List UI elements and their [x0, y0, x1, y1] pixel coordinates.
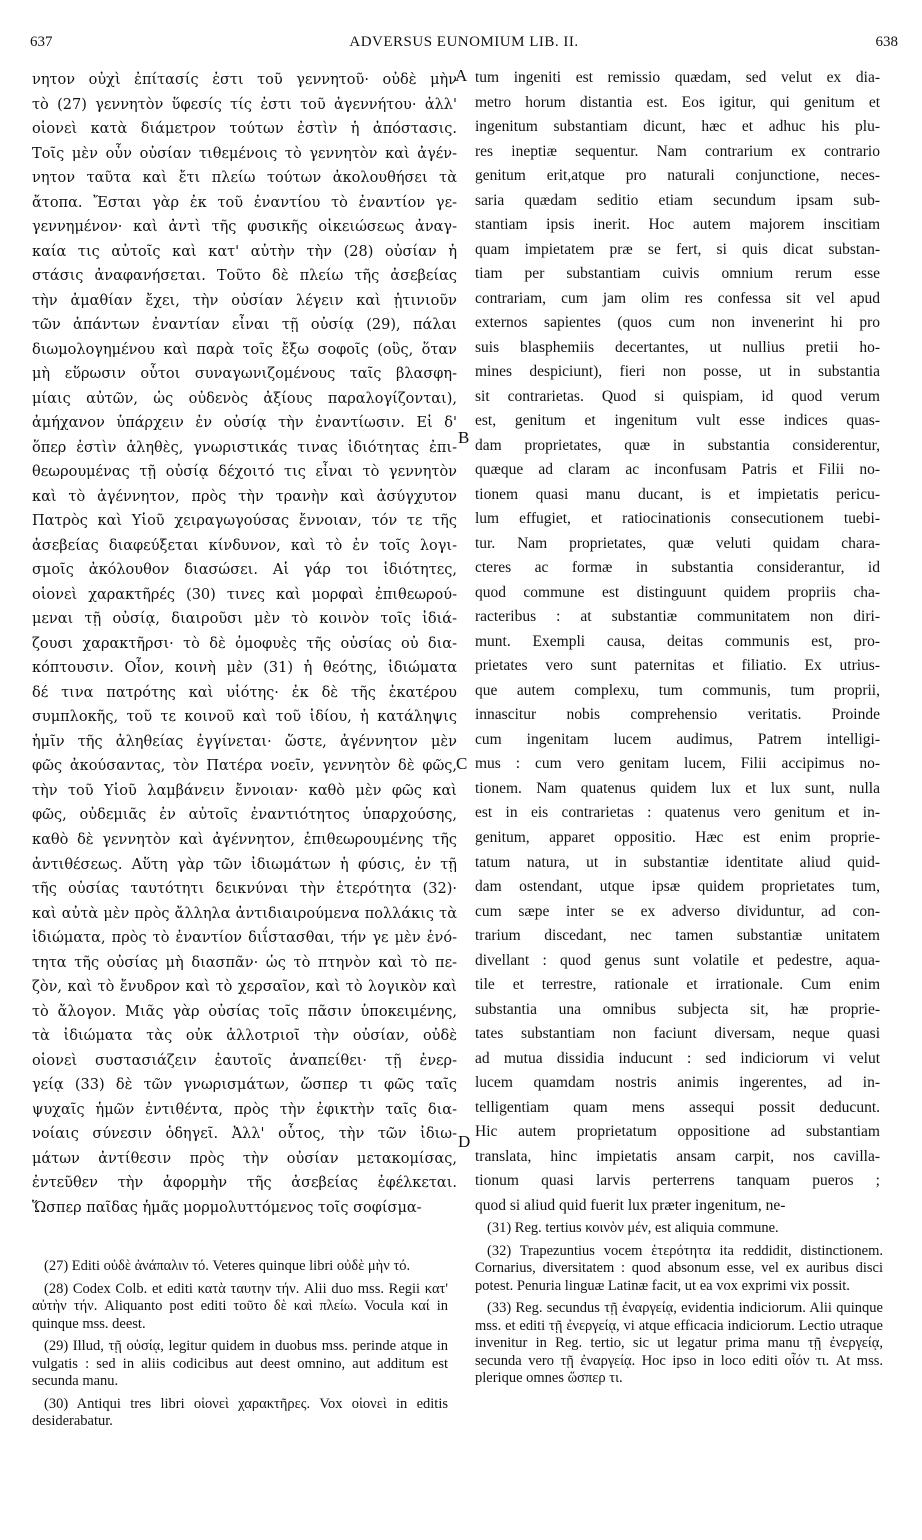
- greek-text-line: νητον οὐχὶ ἐπίτασίς ἐστι τοῦ γεννητοῦ· οὐδὲ μὴν: [32, 72, 457, 88]
- greek-text-line: μίαις αὐτῶν, ὡς οὐδενὸς ἀξίους παραλογίζονται),: [32, 390, 457, 407]
- greek-text-line: ἐντεῦθεν τὴν ἀφορμὴν τῆς ἀσεβείας ἐφέλκεται.: [32, 1175, 457, 1192]
- greek-text-line: τὸ (27) γεννητὸν ὕφεσίς τίς ἐστι τοῦ ἀγεννήτου· ἀλλ': [32, 96, 457, 113]
- latin-text-line: tionem quasi manu ducant, is et impietatis pericu-: [475, 485, 880, 503]
- greek-text-line: οἱονεὶ κατὰ διάμετρον τούτων ἐστὶν ἡ ἀπόστασις.: [32, 121, 457, 138]
- latin-text-line: trarium discedant, nec tamen substantiæ unitatem: [475, 927, 880, 945]
- latin-text-line: quod commune est distinguunt quidem propriis cha-: [475, 583, 880, 601]
- greek-text-line: ζὸν, καὶ τὸ ἔνυδρον καὶ τὸ χερσαῖον, καὶ τὸ λογικὸν καὶ: [32, 979, 457, 996]
- greek-text-line: τὴν ἀμαθίαν ἔχει, τὴν οὐσίαν λέγειν καὶ ᾑτινιοῦν: [32, 292, 457, 309]
- latin-text-line: tur. Nam proprietates, quæ veluti quidam chara-: [475, 534, 880, 552]
- greek-text-line: τὰ ἰδιώματα τὰς οὐκ ἀλλοτριοῖ τὴν οὐσίαν, οὐδὲ: [32, 1028, 457, 1045]
- greek-text-line: φῶς ἀκούσαντας, τὸν Πατέρα νοεῖν, γεννητὸν δὲ φῶς,: [32, 758, 457, 775]
- greek-text-line: οἱονεὶ συστασιάζειν ἑαυτοῖς ἀναπείθει· τῇ ἐνερ-: [32, 1052, 457, 1069]
- latin-text-line: tionem. Nam quatenus quidem lux et lux sunt, nulla: [475, 779, 880, 797]
- greek-text-line: τῶν ἁπάντων ἐναντίαν εἶναι τῇ οὐσίᾳ (29), πάλαι: [32, 317, 457, 334]
- greek-text-line: δέ τινα πατρότης καὶ υἱότης· ἐκ δὲ τῆς ἑκατέρου: [32, 684, 457, 701]
- greek-text-line: καθὸ δὲ γεννητὸν καὶ ἀγέννητον, ἐπιθεωρουμένης τῆς: [32, 831, 457, 848]
- greek-text-line: ἀσεβείας διαφεύξεται κίνδυνον, καὶ τὸ ἐν τοῖς λογι-: [32, 537, 457, 554]
- latin-text-line: mines despiciunt), fieri non posse, ut in substantia: [475, 363, 880, 381]
- latin-text-line: cteres ac formæ in substantia considerantur, id: [475, 559, 880, 577]
- latin-text-column: [475, 66, 880, 1218]
- latin-text-line: mus : cum vero genitam lucem, Filii accipimus no-: [475, 755, 880, 773]
- latin-text-line: dam ostendant, utque ipsæ quidem proprietates tum,: [475, 878, 880, 896]
- greek-text-line: μὴ εὕρωσιν οὗτοι συναγωνιζομένους ταῖς βλασφη-: [32, 366, 457, 383]
- greek-text-line: στάσις ἀναφανήσεται. Τοῦτο δὲ πλείω τῆς ἀσεβείας: [32, 268, 457, 285]
- greek-text-line: ἀντιθέσεως. Αὕτη γὰρ τῶν ἰδιωμάτων ἡ φύσις, ἐν τῇ: [32, 856, 457, 873]
- latin-text-line: tum ingeniti est remissio quædam, sed velut ex dia-: [475, 69, 880, 86]
- greek-text-line: φῶς, οὐδεμιᾶς ἐν αὐτοῖς ἐναντιότητος ὑπαρχούσης,: [32, 807, 457, 824]
- latin-text-line: racteribus : at substantiæ communitatem non diri-: [475, 608, 880, 626]
- greek-text-line: σμοῖς ἀκόλουθον διασώσει. Αἱ γάρ τοι ἰδιότητες,: [32, 562, 457, 579]
- latin-text-line: telligentiam quam mens assequi possit deducunt.: [475, 1098, 880, 1116]
- greek-text-line: τητα τῆς οὐσίας μὴ διασπᾶν· ὡς τὸ πτηνὸν καὶ τὸ πε-: [32, 954, 457, 971]
- greek-text-line: ἄτοπα. Ἔσται γὰρ ἐκ τοῦ ἐναντίου τὸ ἐναντίον γε-: [32, 194, 457, 211]
- greek-text-column: [32, 68, 457, 1220]
- footnote: (27) Editi οὐδὲ ἀνάπαλιν τό. Veteres quinque libri οὐδὲ μὴν τό.: [44, 1258, 411, 1274]
- latin-text-line: stantiam ipsis inerit. Hoc autem majorem inscitiam: [475, 216, 880, 234]
- latin-text-line: res ineptiæ sequentur. Nam contrarium ex contrario: [475, 142, 880, 160]
- greek-text-line: ὅπερ ἐστὶν ἀληθὲς, γνωριστικάς τινας ἰδιότητας ἐπι-: [32, 439, 457, 456]
- latin-text-line: est, genitum et ingenitum vult esse indices quas-: [475, 412, 880, 430]
- latin-text-line: translata, hinc impietatis ansam carpit, nos cavilla-: [475, 1147, 880, 1165]
- footnote: (31) Reg. tertius κοινὸν μέν, est aliquia commune.: [487, 1220, 779, 1236]
- footnote: (28) Codex Colb. et editi κατὰ ταυτην τήν. Alii duo mss. Regii κατ' αὐτὴν τήν. Aliquanto post editi τοῦτο δὲ καὶ πλείω. Vocula καί in quinque mss. deest.: [32, 1280, 448, 1332]
- latin-text-line: suis blasphemiis decertantes, ut nullius pretii ho-: [475, 338, 880, 356]
- latin-text-line: est in eis contrarietas : quatenus vero genitum et in-: [475, 804, 880, 822]
- footnote: (29) Illud, τῇ οὐσίᾳ, legitur quidem in duobus mss. perinde atque in vulgatis : sed in aliis codicibus aut deest omnino, aut additum est secunda manu.: [32, 1338, 448, 1389]
- greek-text-line: τῆς οὐσίας ταυτότητι δεικνύναι τὴν ἑτερότητα (32)·: [32, 881, 457, 898]
- latin-text-line: munt. Exempli causa, deitas communis est, pro-: [475, 632, 880, 650]
- greek-text-line: νοίαις σύνεσιν ὁδηγεῖ. Ἀλλ' οὗτος, τὴν τῶν ἰδιω-: [32, 1126, 457, 1143]
- footnotes-right: [475, 1220, 883, 1393]
- footnote: (33) Reg. secundus τῇ ἐναργείᾳ, evidentia indiciorum. Alii quinque mss. et editi τῇ ἐνεργείᾳ, vi atque efficacia indiciorum. Lectio utraque invenitur in Reg. tertio, sic ut legatur prima manu τῇ ἐνεργείᾳ, secunda vero τῇ ἐναργείᾳ. Hoc ipso in loco editi οἷόν τι. At mss. plerique omnes ὥσπερ τι.: [475, 1300, 883, 1386]
- running-title: ADVERSUS EUNOMIUM LIB. II.: [349, 34, 579, 50]
- greek-text-line: καὶ αὐτὰ μὲν πρὸς ἄλληλα ἀντιδιαιρούμενα πολλάκις τὰ: [32, 905, 457, 922]
- latin-text-line: metro horum distantia est. Eos igitur, qui genitum et: [475, 93, 880, 111]
- footnotes-left: [32, 1258, 448, 1436]
- margin-mark-b: B: [458, 428, 470, 447]
- greek-text-line: νητον ταῦτα καὶ ἔτι πλείω τούτων ἀκολουθήσει τὰ: [32, 170, 457, 187]
- latin-text-line: lucem quamdam nostris animis ingerentes, ad in-: [475, 1074, 880, 1092]
- latin-text-line: contrariam, cum jam olim res confessa sit vel apud: [475, 289, 880, 307]
- latin-text-line: prietates vero sunt paternitas et filiatio. Ex utrius-: [475, 657, 880, 675]
- greek-text-line: Ὥσπερ παῖδας ἡμᾶς μορμολυττόμενος τοῖς σοφίσμα-: [32, 1199, 422, 1216]
- greek-text-line: μάτων ἀντίθεσιν πρὸς τὴν οὐσίαν μετακομίσας,: [32, 1150, 457, 1167]
- greek-text-line: καὶ τὸ ἀγέννητον, πρὸς τὴν τρανὴν καὶ ἀσύγχυτον: [32, 488, 457, 505]
- margin-mark-d: D: [458, 1132, 471, 1151]
- greek-text-line: Πατρὸς καὶ Υἱοῦ χειραγωγούσας ἔννοιαν, τόν τε τῆς: [32, 513, 457, 530]
- greek-text-line: οἱονεὶ χαρακτῆρές (30) τινες καὶ μορφαὶ ἐπιθεωρού-: [32, 586, 457, 603]
- latin-text-line: saria quædam seditio etiam secundum ipsam sub-: [475, 191, 880, 209]
- latin-text-line: ingenitum substantiam dicunt, hæc et adhuc his plu-: [475, 118, 880, 136]
- right-page-number: 638: [875, 34, 898, 50]
- greek-text-line: ζουσι χαρακτῆρσι· τὸ δὲ ὁμοφυὲς τῆς οὐσίας οὐ δια-: [32, 635, 457, 652]
- greek-text-line: Τοῖς μὲν οὖν οὐσίαν τιθεμένοις τὸ γεννητὸν καὶ ἀγέν-: [32, 145, 457, 162]
- greek-text-line: ἀμήχανον ὑπάρχειν ἐν οὐσίᾳ τὴν ἐναντίωσιν. Εἰ δ': [32, 415, 457, 432]
- greek-text-line: ἰδιώματα, πρὸς τὸ ἐναντίον διΐστασθαι, τήν γε μὲν ἑνό-: [32, 930, 457, 947]
- latin-text-line: tiam per substantiam cuivis omnium rerum esse: [475, 265, 880, 283]
- greek-text-line: γεννημένον· καὶ ἀντὶ τῆς φυσικῆς οἰκειώσεως ἀναγ-: [32, 219, 457, 236]
- margin-mark-c: C: [456, 754, 468, 773]
- latin-text-line: substantia una omnibus subjecta sit, hæ proprie-: [475, 1000, 880, 1018]
- latin-text-line: quod si aliud quid fuerit lux præter ingenitum, ne-: [475, 1196, 786, 1214]
- latin-text-line: cum sæpe inter se ex adverso dividuntur, ad con-: [475, 902, 880, 920]
- latin-text-line: que autem complexu, tum communis, tum proprii,: [475, 681, 880, 699]
- latin-text-line: divellant : quod genus sunt volatile et pedestre, aqua-: [475, 951, 880, 969]
- greek-text-line: μεναι τῇ οὐσίᾳ, διαιροῦσι μὲν τὸ κοινὸν τοῖς ἰδιά-: [32, 611, 457, 628]
- left-page-number: 637: [30, 34, 53, 50]
- latin-text-line: genitum erit,atque pro naturali conjunctione, neces-: [475, 167, 880, 185]
- greek-text-line: γείᾳ (33) δὲ τῶν γνωρισμάτων, ὥσπερ τι φῶς ταῖς: [32, 1077, 457, 1094]
- running-header: [30, 34, 898, 58]
- footnote: (30) Antiqui tres libri οἱονεὶ χαρακτῆρες. Vox οἱονεὶ in editis desiderabatur.: [32, 1395, 448, 1429]
- latin-text-line: ad mutua dissidia inducunt : sed indiciorum vi velut: [475, 1049, 880, 1067]
- margin-mark-a: A: [455, 66, 468, 85]
- latin-text-line: Hic autem proprietatum oppositione ad substantiam: [475, 1123, 880, 1141]
- greek-text-line: ψυχαῖς ἡμῶν ἐντιθέντα, πρὸς τὴν ἐφικτὴν ταῖς δια-: [32, 1101, 457, 1118]
- greek-text-line: θεωρουμένας τῇ οὐσίᾳ δέχοιτό τις εἶναι τὸ γεννητὸν: [32, 464, 457, 481]
- greek-text-line: τὴν τοῦ Υἱοῦ λαμβάνειν ἔννοιαν· καθὸ μὲν φῶς καὶ: [32, 782, 457, 799]
- greek-text-line: τὸ ἄλογον. Μιᾶς γὰρ οὐσίας τοῖς πᾶσιν ὑποκειμένης,: [32, 1003, 457, 1020]
- latin-text-line: quæque ad claram ac inconfusam Patris et Filii no-: [475, 461, 880, 479]
- latin-text-line: genitum, apparet oppositio. Hæc est enim proprie-: [475, 828, 880, 846]
- latin-text-line: tates substantiam non faciunt diversam, neque quasi: [475, 1025, 880, 1043]
- latin-text-line: lum effugiet, et ratiocinationis consecutionem tuebi-: [475, 510, 880, 528]
- greek-text-line: καία τις αὐτοῖς καὶ κατ' αὐτὴν τὴν (28) οὐσίαν ἡ: [32, 243, 457, 260]
- latin-text-line: sit contrarietas. Quod si quispiam, id quod verum: [475, 387, 880, 405]
- greek-text-line: κόπτουσιν. Οἷον, κοινὴ μὲν (31) ἡ θεότης, ἰδιώματα: [32, 660, 457, 677]
- latin-text-line: tionum quasi larvis perterrens tanquam pueros ;: [475, 1172, 880, 1190]
- latin-text-line: tile et terrestre, rationale et irrationale. Cum enim: [475, 976, 880, 994]
- greek-text-line: ἡμῖν τῆς ἀληθείας ἐγγίνεται· ὥστε, ἀγέννητον μὲν: [32, 733, 457, 750]
- latin-text-line: externos sapientes (quos cum non invenerint hi pro: [475, 314, 880, 332]
- latin-text-line: cum ingenitam lucem audimus, Patrem intelligi-: [475, 730, 880, 748]
- latin-text-line: dam proprietates, quæ in substantia considerentur,: [475, 436, 880, 454]
- greek-text-line: συμπλοκῆς, τοῦ τε κοινοῦ καὶ τοῦ ἰδίου, ἡ κατάληψις: [32, 709, 457, 726]
- greek-text-line: διωμολογημένου καὶ παρὰ τοῖς ἔξω σοφοῖς (οὓς, ὅταν: [32, 341, 457, 358]
- latin-text-line: innascitur nobis comprehensio veritatis. Proinde: [475, 706, 880, 724]
- footnote: (32) Trapezuntius vocem ἑτερότητα ita reddidit, distinctionem. Cornarius, diversitatem : quod absonum esse, vel ex auribus disci potest. Penuria linguæ Latinæ facit, ut ea vox exprimi vix possit.: [475, 1242, 883, 1294]
- latin-text-line: quam impietatem præ se fert, si quis dicat substan-: [475, 240, 880, 258]
- latin-text-line: tatum natura, ut in substantiæ identitate aliud quid-: [475, 853, 880, 871]
